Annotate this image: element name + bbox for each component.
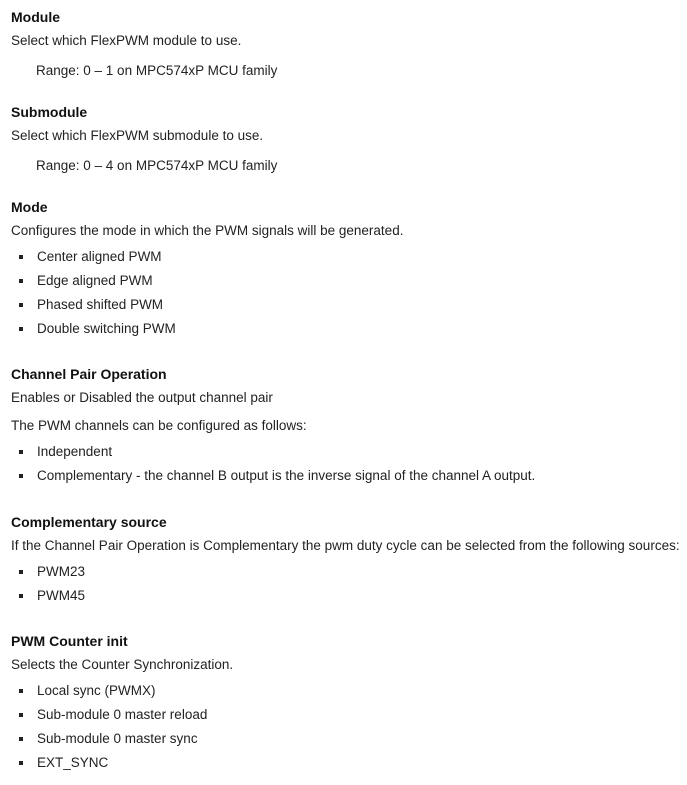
section-title: Complementary source	[11, 514, 167, 530]
section-module	[11, 8, 687, 80]
section-description: Configures the mode in which the PWM signals will be generated.	[11, 223, 404, 238]
list-item: Double switching PWM	[11, 320, 687, 344]
list-item: Edge aligned PWM	[11, 272, 687, 296]
list-item: Local sync (PWMX)	[11, 682, 687, 706]
section-channel-pair-operation	[11, 365, 687, 491]
range-text: Range: 0 – 1 on MPC574xP MCU family	[36, 63, 278, 78]
list-item: Center aligned PWM	[11, 248, 687, 272]
list-item: Sub-module 0 master reload	[11, 706, 687, 730]
section-title: Mode	[11, 199, 48, 215]
source-options-list	[11, 563, 687, 611]
list-item: Complementary - the channel B output is the inverse signal of the channel A output.	[11, 467, 687, 491]
list-item: PWM23	[11, 563, 687, 587]
section-description: Select which FlexPWM submodule to use.	[11, 128, 264, 143]
list-item: PWM45	[11, 587, 687, 611]
section-description: Enables or Disabled the output channel pair	[11, 390, 273, 405]
section-title: PWM Counter init	[11, 633, 128, 649]
section-note: The PWM channels can be configured as follows:	[11, 418, 307, 433]
list-item: Independent	[11, 443, 687, 467]
section-complementary-source	[11, 513, 687, 611]
section-description: If the Channel Pair Operation is Complementary the pwm duty cycle can be selected from the following sources:	[11, 538, 680, 553]
counter-options-list	[11, 682, 687, 778]
section-title: Module	[11, 9, 60, 25]
channel-options-list	[11, 443, 687, 491]
section-title: Submodule	[11, 104, 88, 120]
section-title: Channel Pair Operation	[11, 366, 167, 382]
range-text: Range: 0 – 4 on MPC574xP MCU family	[36, 158, 278, 173]
section-submodule	[11, 103, 687, 175]
list-item: Phased shifted PWM	[11, 296, 687, 320]
list-item: Sub-module 0 master sync	[11, 730, 687, 754]
mode-options-list	[11, 248, 687, 344]
section-description: Select which FlexPWM module to use.	[11, 33, 242, 48]
list-item: EXT_SYNC	[11, 754, 687, 778]
section-pwm-counter-init	[11, 632, 687, 778]
section-mode	[11, 198, 687, 344]
section-description: Selects the Counter Synchronization.	[11, 657, 234, 672]
